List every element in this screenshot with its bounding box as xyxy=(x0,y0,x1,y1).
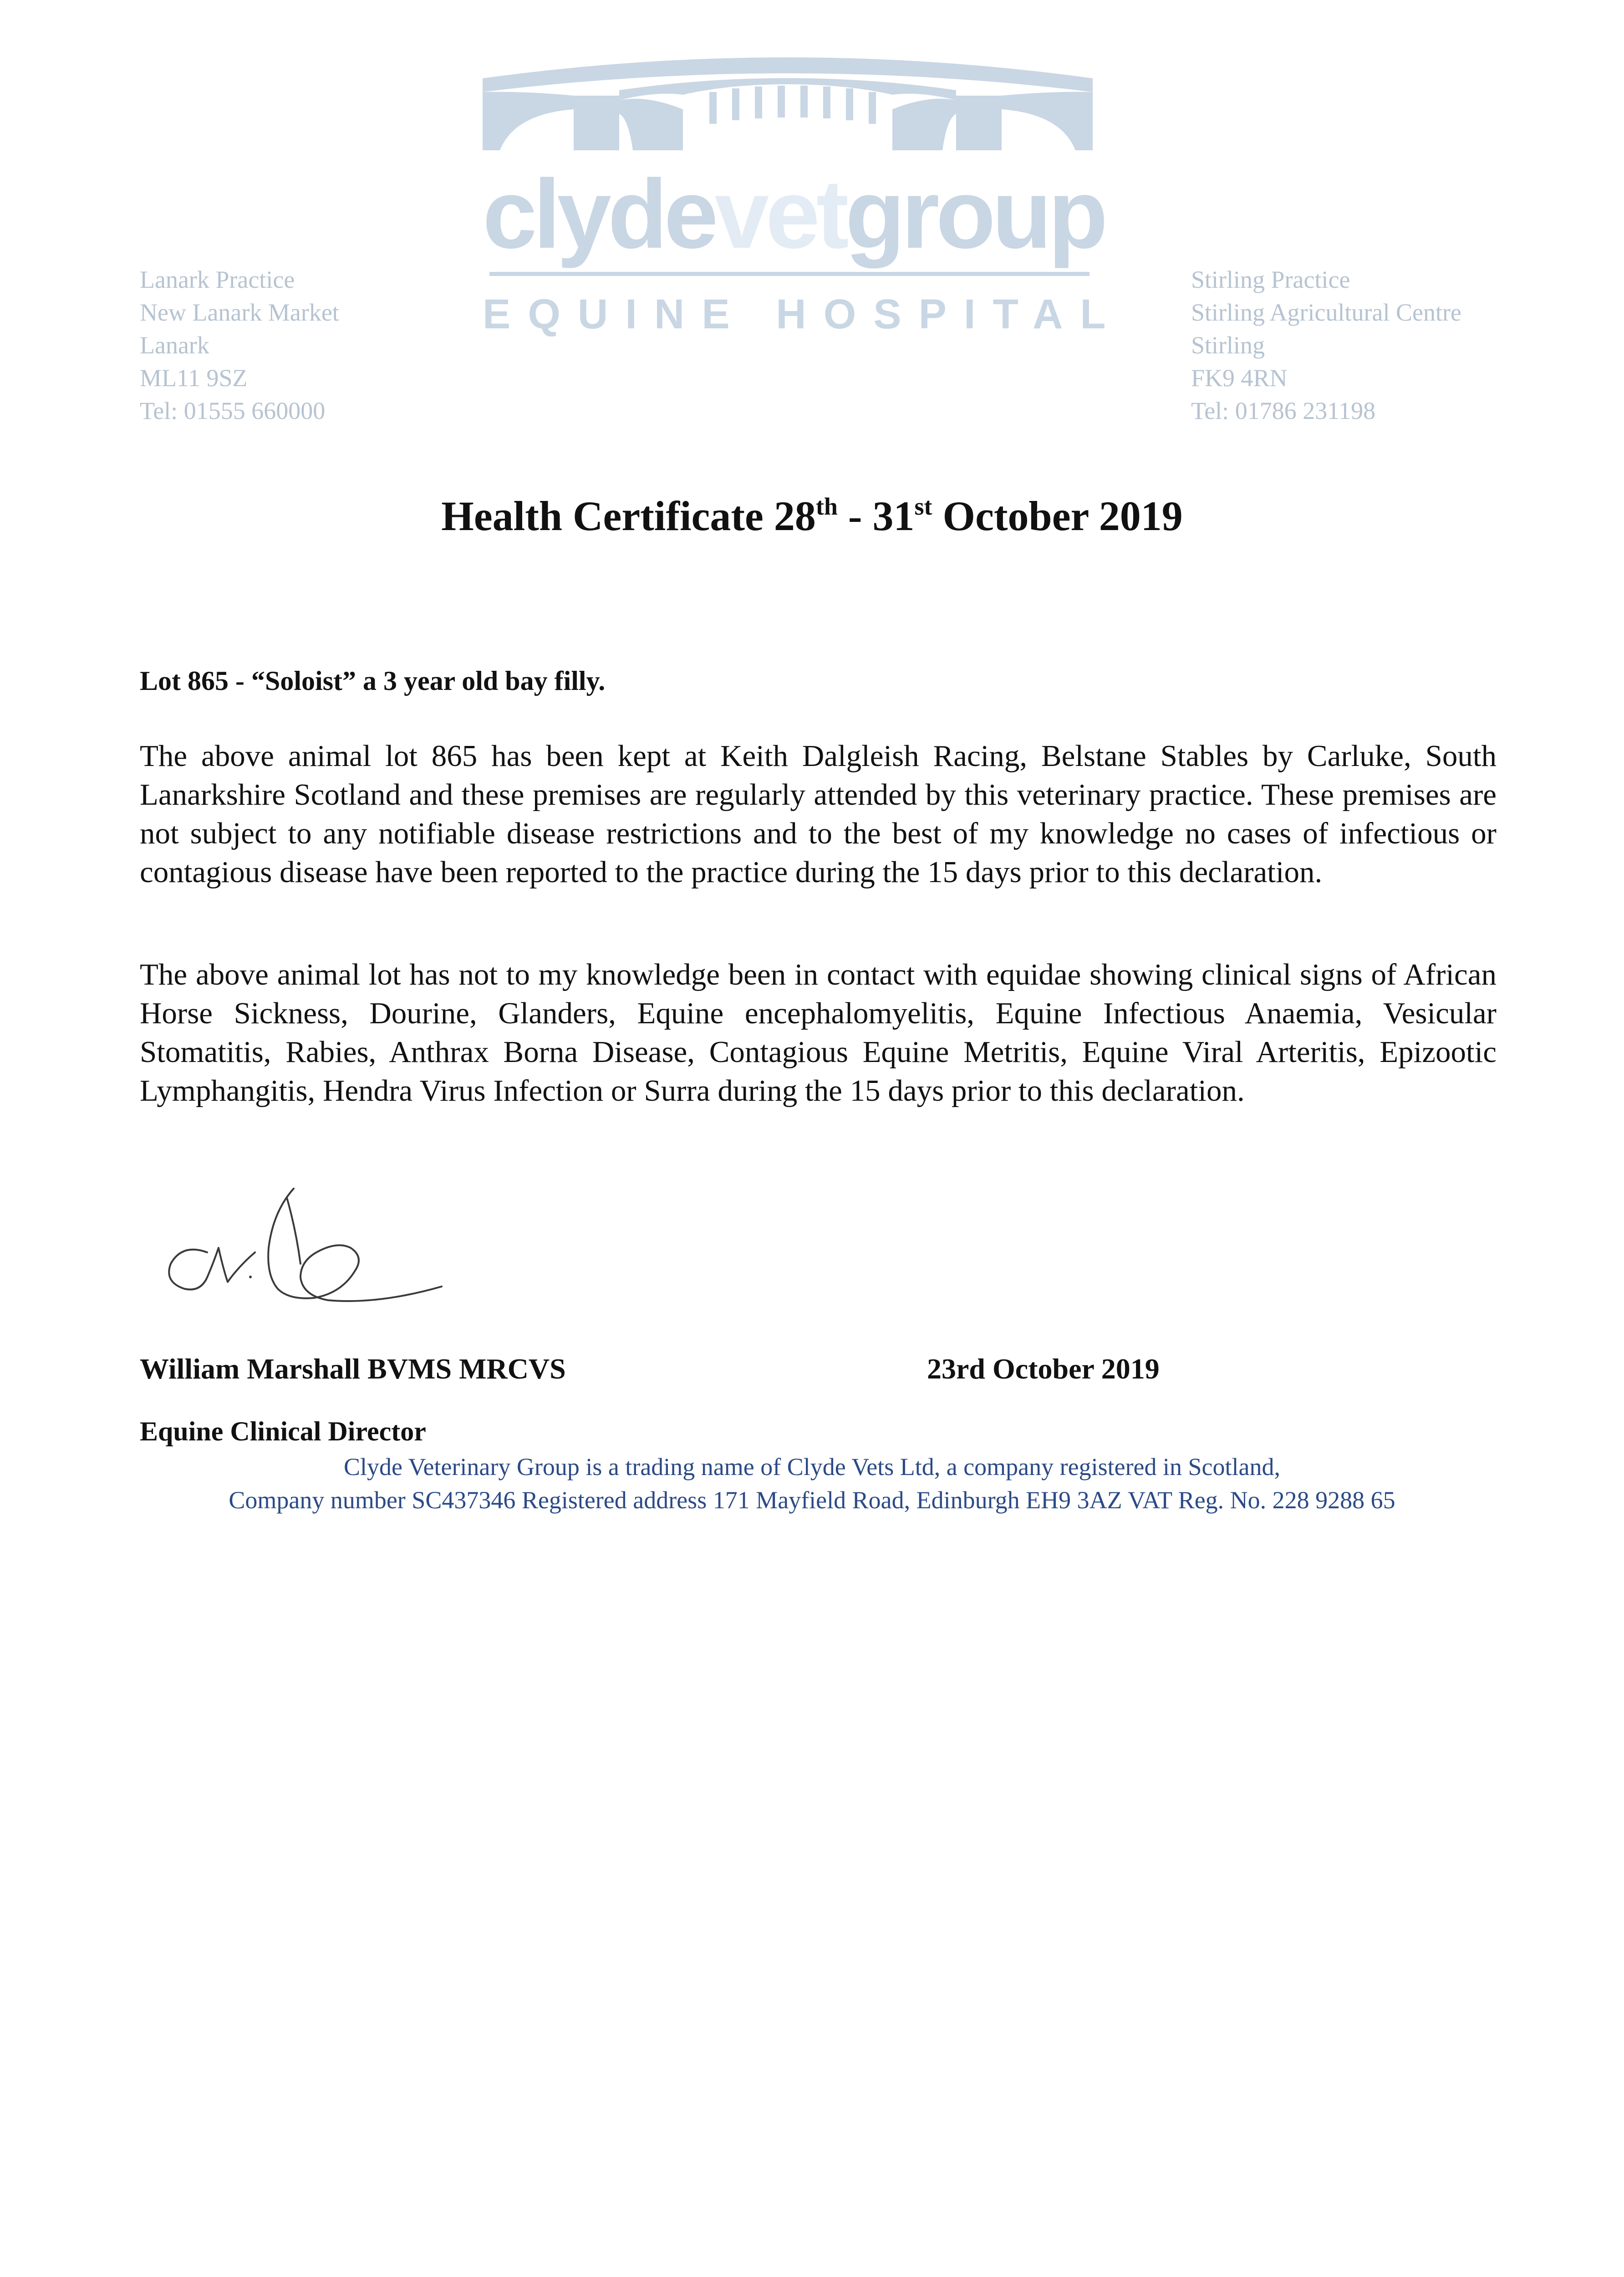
stirling-line: Stirling Practice xyxy=(1191,266,1350,293)
signature-date: 23rd October 2019 xyxy=(927,1353,1160,1385)
disease-contact-paragraph: The above animal lot has not to my knowledge been in contact with equidae showing clinical signs of African Horse Sickness, Dourine, Glanders, Equine encephalomyelitis, Equine Infectious Anaemia, Vesicular Stomatitis, Rabies, Anthrax Borna Disease, Contagious Equine Metritis, Equine Viral Arteritis, Epizootic Lymphangitis, Hendra Virus Infection or Surra during the 15 days prior to this declaration. xyxy=(140,958,1497,1108)
stirling-line: Stirling xyxy=(1191,332,1265,359)
title-sup-th: th xyxy=(815,493,838,520)
title-sup-st: st xyxy=(914,493,932,520)
stirling-line: FK9 4RN xyxy=(1191,364,1288,392)
footer-line: Clyde Veterinary Group is a trading name of Clyde Vets Ltd, a company registered in Scotland, xyxy=(343,1453,1280,1481)
stirling-line: Stirling Agricultural Centre xyxy=(1191,299,1461,326)
certificate-title xyxy=(0,491,1624,541)
lanark-line: New Lanark Market xyxy=(140,299,339,326)
title-suffix: October 2019 xyxy=(932,493,1183,539)
signatory-name: William Marshall BVMS MRCVS xyxy=(140,1353,566,1385)
logo-word-group: group xyxy=(845,159,1105,269)
lanark-line: Lanark xyxy=(140,332,209,359)
lanark-line: Tel: 01555 660000 xyxy=(140,397,326,424)
lanark-practice-address xyxy=(140,263,339,427)
footer-line: Company number SC437346 Registered address 171 Mayfield Road, Edinburgh EH9 3AZ VAT Reg. No. 228 9288 65 xyxy=(229,1486,1395,1514)
logo-word-vet: vet xyxy=(714,159,845,269)
lanark-line: ML11 9SZ xyxy=(140,364,248,392)
bridge-logo-icon xyxy=(483,41,1093,150)
signature-image xyxy=(164,1184,464,1316)
stirling-line: Tel: 01786 231198 xyxy=(1191,397,1376,424)
stirling-practice-address xyxy=(1191,263,1461,427)
logo-divider xyxy=(489,272,1089,276)
signatory-role: Equine Clinical Director xyxy=(140,1416,426,1446)
lot-description: Lot 865 - “Soloist” a 3 year old bay filly. xyxy=(140,666,606,696)
logo-word-clyde: clyde xyxy=(483,159,715,269)
logo-wordmark xyxy=(483,159,1105,269)
title-prefix: Health Certificate 28 xyxy=(441,493,816,539)
lanark-line: Lanark Practice xyxy=(140,266,295,293)
title-middle: - 31 xyxy=(837,493,915,539)
declaration-paragraph: The above animal lot 865 has been kept at Keith Dalgleish Racing, Belstane Stables by Carluke, South Lanarkshire Scotland and these premises are regularly attended by this veterinary practice. These premises are not subject to any notifiable disease restrictions and to the best of my knowledge no cases of infectious or contagious disease have been reported to the practice during the 15 days prior to this declaration. xyxy=(140,739,1497,889)
logo-subtitle: EQUINE HOSPITAL xyxy=(483,291,1123,337)
